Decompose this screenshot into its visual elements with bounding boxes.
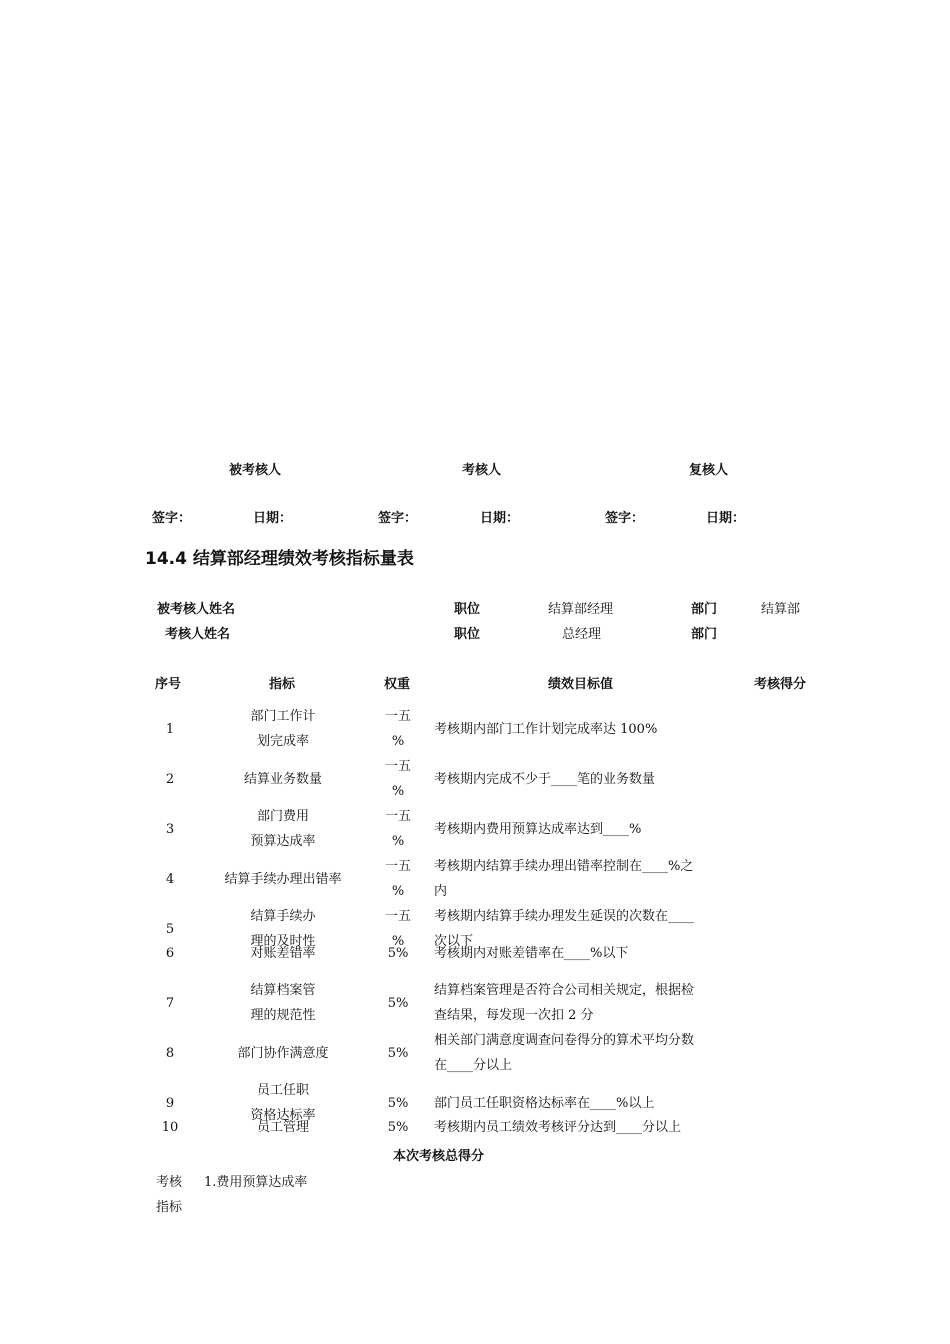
reviewer-position-value: 总经理 [562,627,602,642]
row-indicator-line: 理的及时性 [250,934,316,949]
row-indicator [203,704,363,754]
row-weight-line: 一五 [384,809,411,824]
row-indicator-line: 结算手续办 [250,909,316,924]
row-weight [378,1115,418,1140]
row-target [434,941,744,966]
row-weight-line: 一五 [384,759,411,774]
row-target-line: 考核期内结算手续办理出错率控制在____%之 [434,859,694,874]
footer-label [156,1170,182,1220]
reviewee-header: 被考核人 [229,463,282,478]
reviewee-sign-label: 签字： [152,511,192,526]
row-target-line: 考核期内对账差错率在____%以下 [434,946,629,961]
footer-label-line: 考核 [156,1175,183,1190]
row-weight-line: 5% [387,1120,409,1135]
row-target-line: 考核期内员工绩效考核评分达到____分以上 [434,1120,682,1135]
row-target [434,854,744,904]
row-weight-line: % [391,784,405,799]
row-indicator-line: 结算业务数量 [243,771,322,787]
row-indicator-line: 员工管理 [256,1120,309,1135]
col-header-score: 考核得分 [754,677,807,692]
row-indicator-line: 部门工作计 [250,709,316,724]
row-target [434,1115,744,1140]
row-target-line: 结算档案管理是否符合公司相关规定，根据检 [434,983,695,998]
row-number-line: 2 [165,771,175,787]
row-number [150,941,190,966]
reviewer-header: 考核人 [462,463,502,478]
reviewer-position-label: 职位 [454,627,481,642]
row-indicator-line: 部门协作满意度 [237,1045,329,1061]
row-indicator-line: 对账差错率 [250,946,316,961]
row-target-line: 部门员工任职资格达标率在____%以上 [434,1095,655,1111]
row-target-line: 考核期内结算手续办理发生延误的次数在____ [434,909,695,924]
row-indicator-line: 理的规范性 [250,1008,316,1023]
section-title: 14.4 结算部经理绩效考核指标量表 [145,549,414,569]
row-weight-line: 5% [387,946,409,961]
row-target [434,717,744,742]
row-number-line: 7 [165,995,175,1011]
rechecker-header: 复核人 [689,463,729,478]
row-indicator-line: 预算达成率 [250,834,316,849]
row-indicator [203,767,363,792]
row-indicator [203,1115,363,1140]
row-target-line: 查结果，每发现一次扣 2 分 [434,1008,594,1023]
row-indicator-line: 结算档案管 [250,983,316,998]
row-number [150,867,190,892]
row-target [434,1028,744,1078]
row-target-line: 考核期内部门工作计划完成率达 100% [434,721,658,737]
row-weight-line: % [391,884,405,899]
reviewer-name-label: 考核人姓名 [165,627,231,642]
row-target [434,767,744,792]
row-number [150,767,190,792]
row-weight [378,941,418,966]
row-number-line: 5 [165,921,175,937]
row-number [150,1091,190,1116]
row-weight-line: % [391,934,405,949]
row-weight-line: 一五 [384,709,411,724]
row-weight [378,854,418,904]
row-number [150,817,190,842]
row-target [434,1091,744,1116]
row-weight [378,704,418,754]
row-number-line: 4 [165,871,175,887]
row-number [150,1041,190,1066]
row-indicator-line: 划完成率 [256,734,309,749]
col-header-no: 序号 [155,677,182,692]
row-number-line: 3 [165,821,175,837]
reviewee-dept-value: 结算部 [761,602,801,617]
col-header-indicator: 指标 [269,677,296,692]
reviewee-dept-label: 部门 [691,602,718,617]
row-weight-line: 5% [387,1095,409,1111]
reviewee-position-label: 职位 [454,602,481,617]
footer-label-line: 指标 [156,1200,183,1215]
reviewee-date-label: 日期： [253,511,293,526]
row-indicator-line: 结算手续办理出错率 [224,871,342,887]
row-number-line: 9 [165,1095,175,1111]
row-target [434,817,744,842]
row-number [150,1115,190,1140]
row-weight [378,1091,418,1116]
reviewee-name-label: 被考核人姓名 [157,602,236,617]
row-weight-line: 5% [387,1045,409,1061]
row-target-line: 相关部门满意度调查问卷得分的算术平均分数 [434,1033,695,1048]
reviewer-sign-label: 签字： [378,511,418,526]
row-target-line: 内 [434,884,448,899]
reviewer-date-label: 日期： [480,511,520,526]
row-weight-line: 5% [387,995,409,1011]
row-number-line: 10 [161,1120,179,1135]
row-target-line: 考核期内费用预算达成率达到____% [434,821,642,837]
row-indicator-line: 资格达标率 [250,1108,316,1123]
reviewer-dept-label: 部门 [691,627,718,642]
row-weight-line: % [391,834,405,849]
row-number [150,717,190,742]
row-target-line: 次以下 [434,934,474,949]
row-indicator [203,941,363,966]
row-number [150,991,190,1016]
row-number-line: 6 [165,946,175,961]
row-indicator-line: 员工任职 [256,1083,309,1098]
row-indicator [203,978,363,1028]
col-header-target: 绩效目标值 [548,677,614,692]
row-target-line: 考核期内完成不少于____笔的业务数量 [434,771,656,787]
col-header-weight: 权重 [384,677,411,692]
row-target [434,978,744,1028]
row-number-line: 8 [165,1045,175,1061]
row-number [150,917,190,942]
footer-item: 1.费用预算达成率 [204,1175,308,1190]
row-weight [378,1041,418,1066]
row-weight [378,991,418,1016]
row-indicator [203,867,363,892]
reviewee-position-value: 结算部经理 [548,602,614,617]
row-weight-line: 一五 [384,859,411,874]
row-indicator [203,1041,363,1066]
row-indicator [203,804,363,854]
row-indicator-line: 部门费用 [256,809,309,824]
row-weight [378,804,418,854]
total-score-label: 本次考核总得分 [393,1149,485,1164]
row-weight-line: 一五 [384,909,411,924]
row-weight-line: % [391,734,405,749]
row-number-line: 1 [165,721,175,737]
rechecker-sign-label: 签字： [605,511,645,526]
row-weight [378,754,418,804]
row-target-line: 在____分以上 [434,1058,513,1073]
rechecker-date-label: 日期： [706,511,746,526]
